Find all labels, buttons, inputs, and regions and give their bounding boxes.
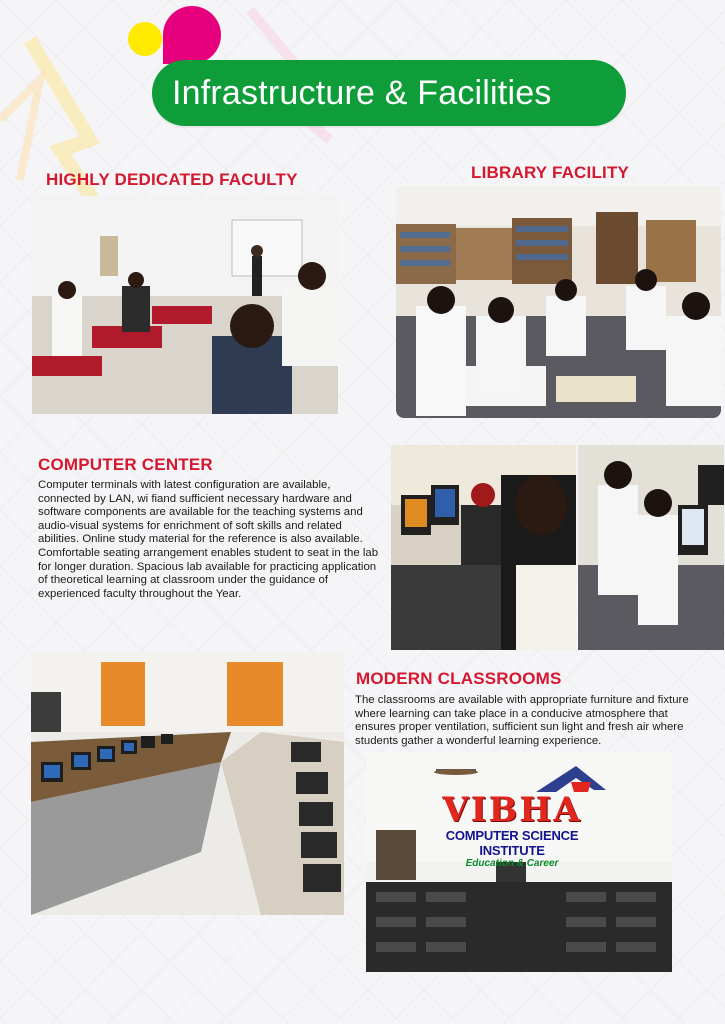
computer-center-line: abilities. Online study material for the reference is also available.	[38, 533, 363, 546]
computer-lab-photo-2	[578, 445, 724, 650]
computer-center-line: for longer duration. Spacious lab available for practicing application	[38, 560, 377, 573]
classrooms-line: ensures proper ventilation, sufficient sun light and fresh air where	[355, 721, 684, 734]
computer-lab-photo-3	[31, 652, 344, 915]
vibha-logo	[412, 790, 612, 869]
faculty-heading: HIGHLY DEDICATED FACULTY	[46, 170, 298, 189]
computer-center-line: Computer terminals with latest configuration are available,	[38, 479, 331, 491]
library-photo	[396, 186, 721, 418]
computer-center-line: software components are available for the teaching systems and	[38, 506, 363, 519]
decor-yellow-circle	[128, 22, 162, 56]
decor-pink-shape	[163, 6, 221, 64]
classrooms-line: The classrooms are available with appropriate furniture and fixture	[355, 694, 689, 706]
computer-center-line: audio-visual systems for enrichment of soft skills and related	[38, 519, 342, 532]
computer-lab-photo-1	[391, 445, 576, 650]
faculty-photo	[32, 196, 338, 414]
computer-center-line: experienced faculty throughout the Year.	[38, 587, 242, 600]
logo-tagline: Education & Career	[465, 858, 559, 869]
computer-center-line: connected by LAN, wi fiand sufficient necessary hardware and	[38, 492, 352, 505]
computer-center-line: Comfortable seating arrangement enables student to seat in the lab	[38, 546, 379, 559]
logo-subtitle: COMPUTER SCIENCE INSTITUTE	[445, 828, 579, 858]
computer-center-heading: COMPUTER CENTER	[38, 455, 213, 474]
library-heading: LIBRARY FACILITY	[471, 163, 630, 182]
computer-center-line: of theoretical learning at classroom under the guidance of	[38, 574, 329, 587]
classrooms-line: students gather a wonderful learning experience.	[355, 734, 602, 747]
computer-center-description	[38, 479, 378, 601]
logo-name: VIBHA	[442, 790, 582, 830]
classrooms-heading: MODERN CLASSROOMS	[356, 669, 562, 688]
title-banner	[152, 60, 626, 126]
classrooms-line: where learning can take place in a conducive atmosphere that	[355, 707, 668, 720]
classrooms-description	[355, 694, 689, 748]
page-title: Infrastructure & Facilities	[172, 73, 552, 112]
